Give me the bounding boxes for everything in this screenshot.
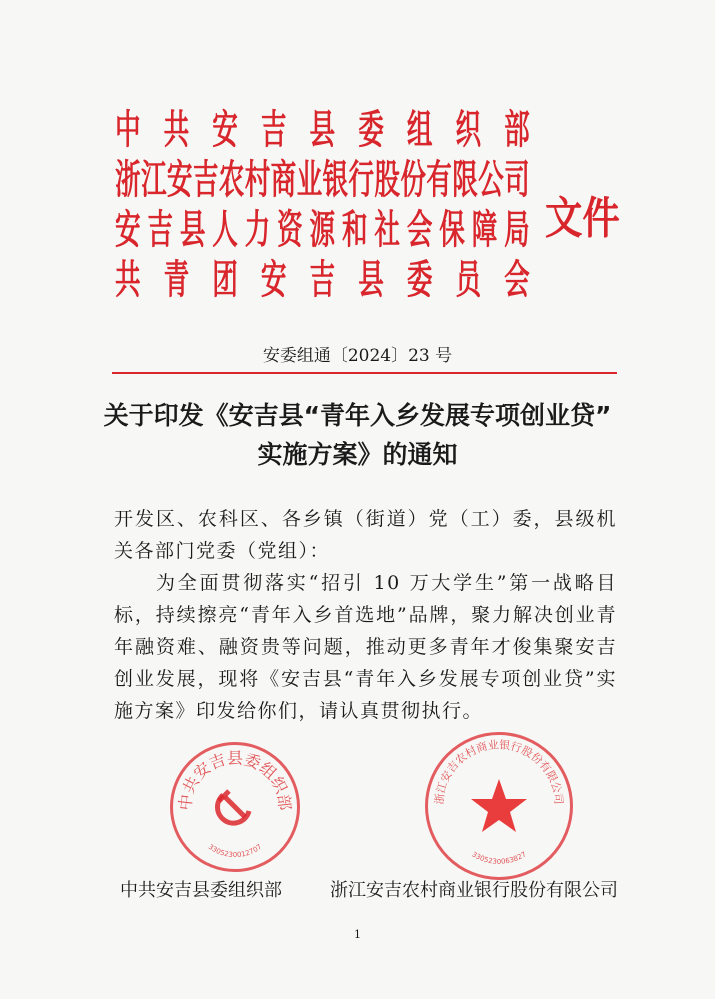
body-paragraph: 为全面贯彻落实“招引 10 万大学生”第一战略目标，持续擦亮“青年入乡首选地”品牌，聚力解决创业青年融资难、融资贵等问题，推动更多青年才俊集聚安吉创业发展，现将《安吉县“青年入乡发展专项创业贷”实施方案》印发给你们，请认真贯彻执行。	[114, 572, 617, 722]
doc-number: 安委组通〔2024〕23 号	[262, 346, 453, 366]
issuer-line: 安吉县人力资源和社会保障局	[115, 207, 530, 253]
seal-text: 浙江安吉农村商业银行股份有限公司	[432, 738, 566, 806]
issuer-line: 中共安吉县委组织部	[115, 107, 530, 153]
signature-bank: 浙江安吉农村商业银行股份有限公司	[330, 880, 618, 901]
signature-org: 中共安吉县委组织部	[120, 880, 282, 901]
doc-title-line: 关于印发《安吉县“青年入乡发展专项创业贷”	[103, 401, 612, 430]
svg-text:3305230063827	[470, 850, 527, 865]
hammer-sickle-icon	[217, 791, 249, 823]
doc-type: 文件	[545, 193, 620, 244]
doc-body	[114, 503, 617, 727]
svg-text:3305230012707	[207, 843, 264, 859]
recipients: 开发区、农科区、各乡镇（街道）党（工）委，县级机关各部门党委（党组）：	[114, 508, 617, 562]
bank-seal	[425, 732, 573, 880]
seal-text: 中共安吉县委组织部	[175, 748, 295, 812]
page-number: 1	[354, 928, 361, 941]
issuer-line: 共青团安吉县委员会	[115, 257, 530, 303]
red-divider	[112, 372, 617, 374]
issuer-line: 浙江安吉农村商业银行股份有限公司	[115, 157, 530, 203]
doc-title-line: 实施方案》的通知	[257, 440, 458, 469]
svg-text:中共安吉县委组织部	[175, 749, 294, 812]
seal-code: 3305230012707	[206, 842, 264, 860]
party-org-seal	[170, 742, 300, 872]
star-icon	[471, 779, 527, 832]
seal-code: 3305230063827	[470, 850, 528, 866]
